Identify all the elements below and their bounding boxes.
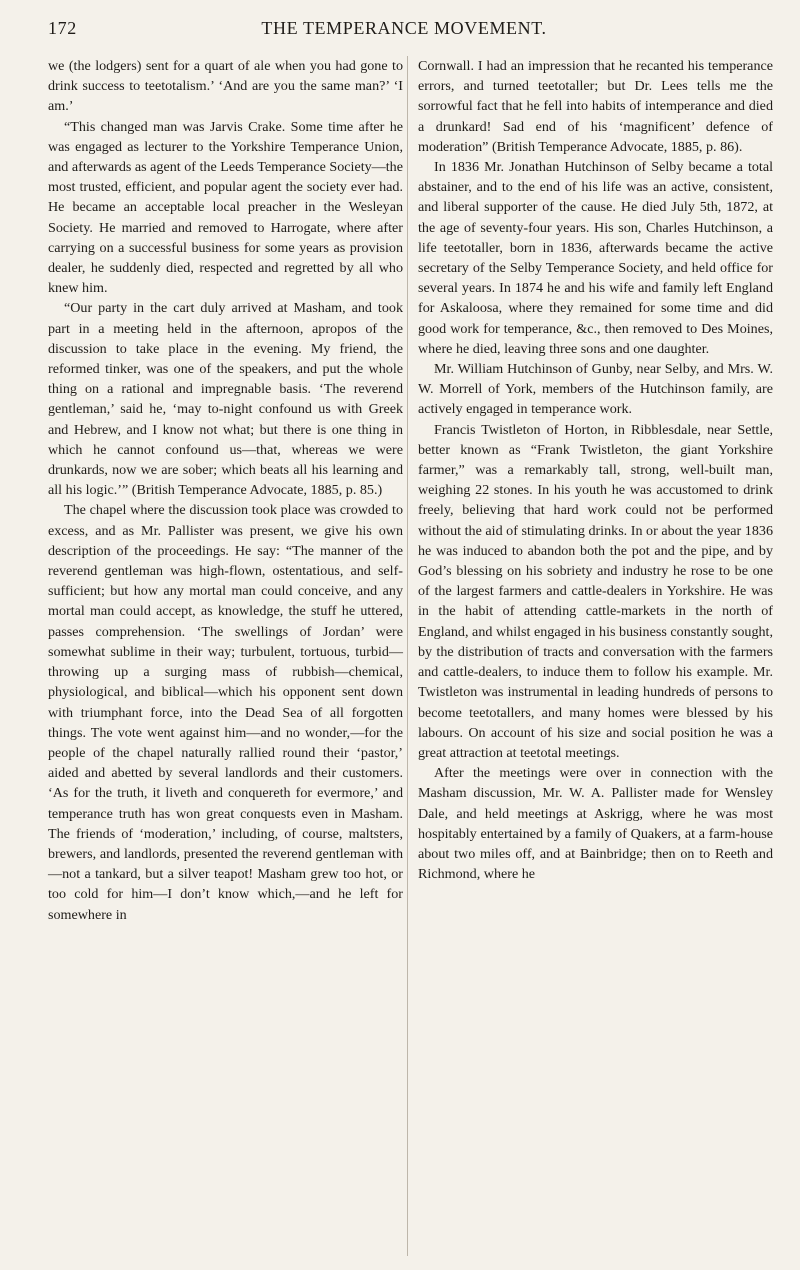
running-header [48, 18, 760, 48]
paragraph: we (the lodgers) sent for a quart of ale when you had gone to drink success to teetotalism.’ ‘And are you the same man?’ ‘I am.’ [48, 58, 403, 115]
column-divider [407, 56, 408, 1256]
page-number: 172 [48, 18, 77, 38]
paragraph: The chapel where the discussion took place was crowded to excess, and as Mr. Pallister was present, we give his own description of the proceedings. He say: “The manner of the reverend gentleman was high-flown, ostentatious, and self-sufficient; but how any mortal man could conceive, and any mortal man could accept, as knowledge, the stuff he uttered, passes comprehension. ‘The swellings of Jordan’ were somewhat sublime in their way; turbulent, tortuous, turbid—throwing up a surging mass of rubbish—chemical, physiological, and biblical—which his opponent sent down with triumphant force, into the Dead Sea of all forgotten things. The vote went against him—and no wonder,—for the people of the chapel naturally rallied round their ‘pastor,’ aided and abetted by several landlords and their customers. ‘As for the truth, it liveth and conquereth for evermore,’ and temperance truth has won great conquests even in Masham. The friends of ‘moderation,’ including, of course, maltsters, brewers, and landlords, presented the reverend gentleman with—not a tankard, but a silver teapot! Masham grew too hot, or too cold for him—I don’t know which,—and he left for somewhere in [48, 502, 403, 923]
paragraph: Cornwall. I had an impression that he recanted his temperance errors, and turned teetotaller; but Dr. Lees tells me the sorrowful fact that he fell into habits of intemperance and died a drunkard! Sad end of his ‘magnificent’ defence of moderation” (British Temperance Advocate, 1885, p. 86). [418, 58, 773, 155]
paragraph: Francis Twistleton of Horton, in Ribblesdale, near Settle, better known as “Frank Twistleton, the giant Yorkshire farmer,” was a remarkably tall, strong, well-built man, weighing 22 stones. In his youth he was accustomed to drink freely, believing that hard work could not be performed without the aid of stimulating drinks. In or about the year 1836 he was induced to abandon both the pot and the pipe, and by God’s blessing on his sobriety and industry he rose to be one of the largest farmers and cattle-dealers in Yorkshire. He was in the habit of attending cattle-markets in the north of England, and whilst engaged in his business constantly sought, by the distribution of tracts and conversation with the farmers and cattle-dealers, to induce them to follow his example. Mr. Twistleton was instrumental in leading hundreds of persons to become teetotallers, and many homes were blessed by his labours. On account of his size and social position he was a great attraction at teetotal meetings. [418, 421, 773, 761]
paragraph: Mr. William Hutchinson of Gunby, near Selby, and Mrs. W. W. Morrell of York, members of the Hutchinson family, are actively engaged in temperance work. [418, 361, 773, 418]
running-title: THE TEMPERANCE MOVEMENT. [261, 18, 547, 38]
paragraph: “Our party in the cart duly arrived at Masham, and took part in a meeting held in the afternoon, apropos of the discussion to take place in the evening. My friend, the reformed tinker, was one of the speakers, and put the whole thing on a rational and impregnable basis. ‘The reverend gentleman,’ said he, ‘may to-night confound us with Greek and Hebrew, and I know not what; but there is one thing in which he cannot confound us—that, whereas we were drunkards, now we are sober; which beats all his learning and all his logic.’” (British Temperance Advocate, 1885, p. 85.) [48, 300, 403, 499]
paragraph: After the meetings were over in connection with the Masham discussion, Mr. W. A. Pallister made for Wensley Dale, and held meetings at Askrigg, where he was most hospitably entertained by a family of Quakers, at a farm-house about two miles off, and at Bainbridge; then on to Reeth and Richmond, where he [418, 765, 773, 883]
left-column [48, 56, 403, 925]
paragraph: “This changed man was Jarvis Crake. Some time after he was engaged as lecturer to the Yorkshire Temperance Union, and afterwards as agent of the Leeds Temperance Society—the most trusted, efficient, and popular agent the society ever had. He became an acceptable local preacher in the Wesleyan Society. He married and removed to Harrogate, where after carrying on a successful business for some years as provision dealer, he suddenly died, respected and regretted by all who knew him. [48, 118, 403, 297]
right-column [418, 56, 773, 884]
paragraph: In 1836 Mr. Jonathan Hutchinson of Selby became a total abstainer, and to the end of his life was an active, consistent, and liberal supporter of the cause. He died July 5th, 1872, at the age of seventy-four years. His son, Charles Hutchinson, a life teetotaller, born in 1836, afterwards became the active secretary of the Selby Temperance Society, and held office for several years. In 1874 he and his wife and family left England for Askaloosa, where they remained for some time and did good work for temperance, &c., then removed to Des Moines, where he died, leaving three sons and one daughter. [418, 159, 773, 357]
